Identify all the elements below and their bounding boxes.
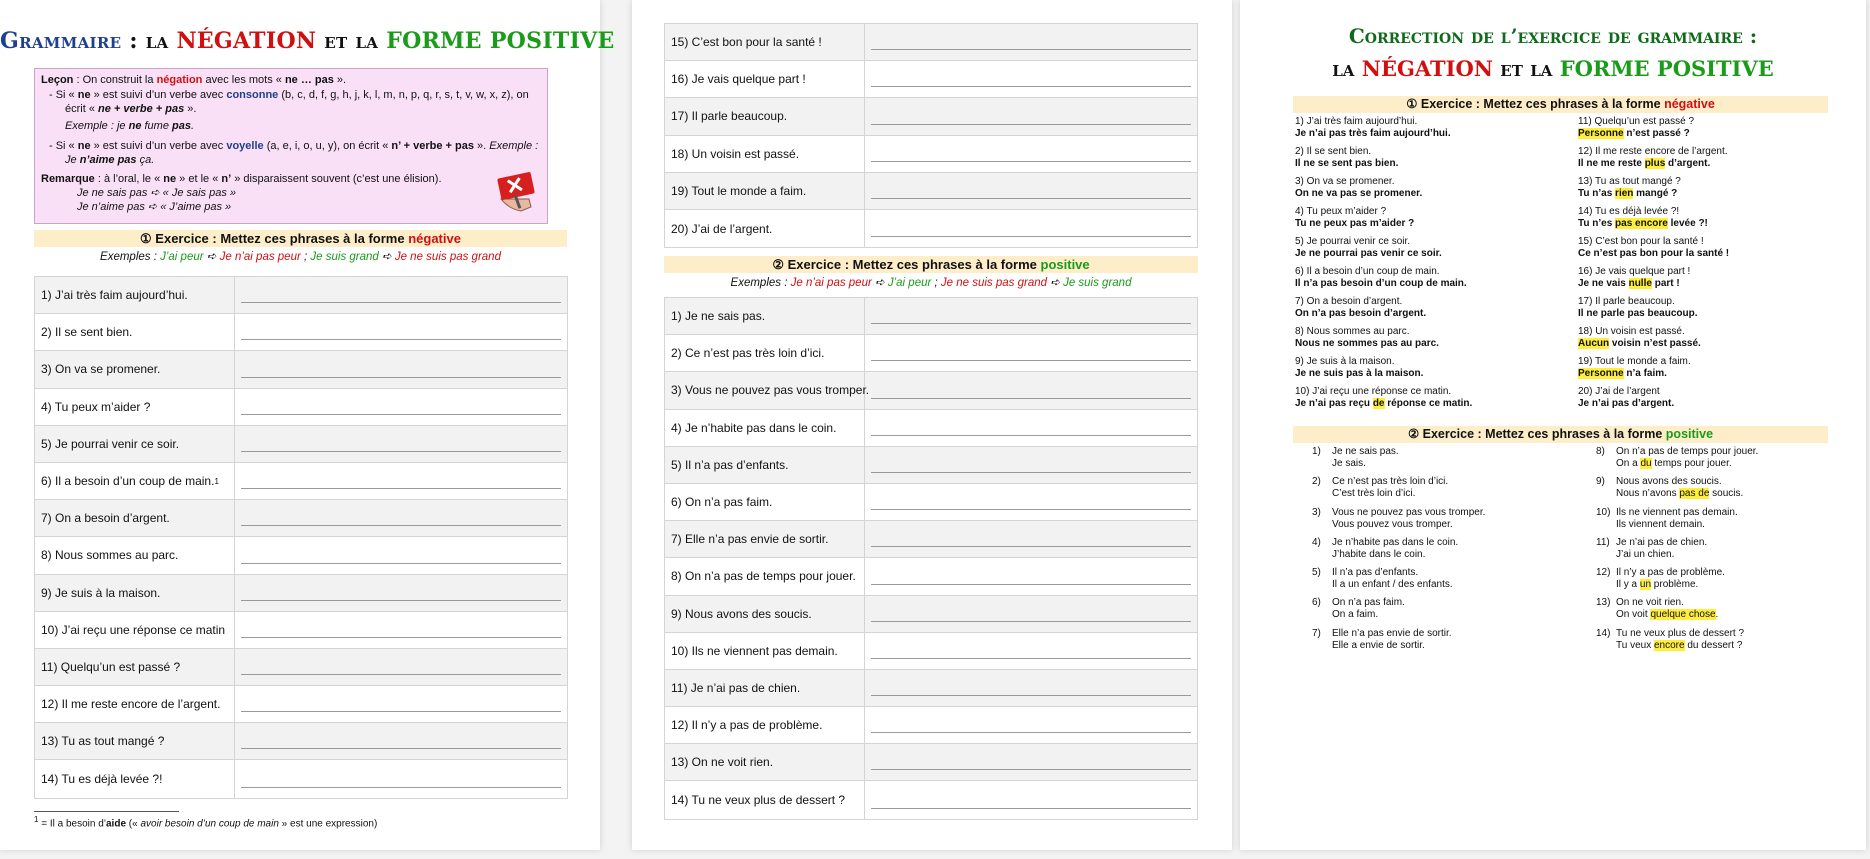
answer-line[interactable] xyxy=(865,558,1197,594)
correction-item xyxy=(1578,326,1828,356)
exercise-row xyxy=(35,537,567,574)
page-title xyxy=(0,28,615,54)
exercise-sentence: 1) Je ne sais pas. xyxy=(665,298,865,334)
correction-number: 8) xyxy=(1596,446,1605,457)
correction-question: 17) Il parle beaucoup. xyxy=(1578,296,1675,307)
exercise-row xyxy=(665,633,1197,670)
correction-question: 12) Il me reste encore de l’argent. xyxy=(1578,146,1728,157)
highlighted-word: quelque chose xyxy=(1650,609,1716,621)
correction-question: 10) J’ai reçu une réponse ce matin. xyxy=(1295,386,1452,397)
exercise-1-header: ① Exercice : Mettez ces phrases à la forme négative xyxy=(34,230,567,247)
correction-answer: Je sais. xyxy=(1332,458,1366,469)
correction-answer: On a faim. xyxy=(1332,609,1379,621)
exercise-sentence: 12) Il me reste encore de l’argent. xyxy=(35,686,235,722)
title-sep: : xyxy=(121,28,146,54)
correction-number: 9) xyxy=(1596,476,1605,488)
highlighted-word: Aucun xyxy=(1578,338,1610,349)
highlighted-word: encore xyxy=(1653,639,1685,651)
exercise-row xyxy=(35,612,567,649)
exercise-row xyxy=(665,596,1197,633)
exercise-sentence: 19) Tout le monde a faim. xyxy=(665,173,865,209)
lesson-example-vowel: Je n’aime pas ça. xyxy=(65,154,155,166)
correction-item xyxy=(1295,266,1555,296)
answer-line[interactable] xyxy=(865,707,1197,743)
exercise-sentence: 7) Elle n’a pas envie de sortir. xyxy=(665,521,865,557)
correction-page xyxy=(1240,0,1866,850)
title-la: la xyxy=(145,28,177,54)
correction-number: 10) xyxy=(1596,506,1611,518)
answer-line[interactable] xyxy=(235,463,567,499)
highlighted-word: plus xyxy=(1644,158,1666,169)
lesson-rule-consonant-line2: écrit « ne + verbe + pas ». xyxy=(65,103,197,115)
highlighted-word: pas de xyxy=(1679,488,1710,500)
lesson-intro: Leçon : On construit la négation avec les mots « ne … pas ». xyxy=(41,74,347,86)
answer-line[interactable] xyxy=(865,372,1197,408)
correction-item xyxy=(1578,386,1828,416)
answer-line[interactable] xyxy=(235,351,567,387)
highlighted-word: du xyxy=(1640,458,1652,469)
correction-exercise-1-header: ① Exercice : Mettez ces phrases à la forme négative xyxy=(1293,96,1828,113)
answer-line[interactable] xyxy=(865,484,1197,520)
worksheet-page-2 xyxy=(632,0,1232,850)
exercise-row xyxy=(35,463,567,500)
exercise-row xyxy=(35,760,567,797)
title-grammaire: Grammaire xyxy=(0,28,122,54)
correction-question: 9) Je suis à la maison. xyxy=(1295,356,1395,367)
exercise-row xyxy=(35,314,567,351)
correction-answer: Je ne vais nulle part ! xyxy=(1578,278,1680,289)
exercise-row xyxy=(665,298,1197,335)
exercise-row xyxy=(665,670,1197,707)
correction-question: Il n’y a pas de problème. xyxy=(1616,567,1725,579)
correction-answer: On a du temps pour jouer. xyxy=(1616,458,1732,469)
correction-question: On n’a pas de temps pour jouer. xyxy=(1616,446,1759,457)
exercise-sentence: 2) Il se sent bien. xyxy=(35,314,235,350)
exercise-row xyxy=(35,575,567,612)
correction-question: 11) Quelqu’un est passé ? xyxy=(1578,116,1695,127)
answer-line[interactable] xyxy=(865,410,1197,446)
correction-answer: Aucun voisin n’est passé. xyxy=(1578,338,1701,349)
correction-question: 6) Il a besoin d’un coup de main. xyxy=(1295,266,1440,277)
correction-number: 11) xyxy=(1596,536,1610,548)
correction-answer: On voit quelque chose. xyxy=(1616,609,1719,621)
exercise-row xyxy=(665,136,1197,173)
correction-question: Je ne sais pas. xyxy=(1332,446,1399,457)
correction-answer: Il ne se sent pas bien. xyxy=(1295,158,1399,169)
exercise-1-examples: Exemples : J’ai peur ➪ Je n’ai pas peur ; Je suis grand ➪ Je ne suis pas grand xyxy=(100,251,501,263)
correction-question: 19) Tout le monde a faim. xyxy=(1578,356,1691,367)
exercise-sentence: 1) J’ai très faim aujourd’hui. xyxy=(35,277,235,313)
answer-line[interactable] xyxy=(865,335,1197,371)
exercise-1-table-continued xyxy=(664,23,1198,248)
highlighted-word: rien xyxy=(1615,188,1634,199)
lesson-rule-vowel: - Si « ne » est suivi d’un verbe avec voyelle (a, e, i, o, u, y), on écrit « n’ + verbe + pas ». Exemple : xyxy=(49,140,539,152)
correction-answer: Je ne pourrai pas venir ce soir. xyxy=(1295,248,1442,259)
correction-answer: Vous pouvez vous tromper. xyxy=(1332,518,1453,530)
correction-number: 2) xyxy=(1312,476,1321,488)
correction-answer: Nous n’avons pas de soucis. xyxy=(1616,488,1744,500)
correction-question: 18) Un voisin est passé. xyxy=(1578,326,1685,337)
correction-item xyxy=(1312,476,1572,506)
exercise-row xyxy=(665,744,1197,781)
correction-number: 5) xyxy=(1312,567,1321,579)
correction-item xyxy=(1596,446,1846,476)
correction-number: 12) xyxy=(1596,567,1611,579)
exercise-sentence: 13) On ne voit rien. xyxy=(665,744,865,780)
correction-answer: Je n’ai pas reçu de réponse ce matin. xyxy=(1295,398,1473,409)
exercise-sentence: 7) On a besoin d’argent. xyxy=(35,500,235,536)
exercise-sentence: 20) J’ai de l’argent. xyxy=(665,210,865,247)
correction-item xyxy=(1578,146,1828,176)
correction-question: 14) Tu es déjà levée ?! xyxy=(1578,206,1680,217)
exercise-sentence: 9) Nous avons des soucis. xyxy=(665,596,865,632)
correction-answer: Tu veux encore du dessert ? xyxy=(1616,639,1743,651)
correction-number: 14) xyxy=(1596,627,1611,639)
exercise-sentence: 4) Je n’habite pas dans le coin. xyxy=(665,410,865,446)
answer-line[interactable] xyxy=(865,447,1197,483)
exercise-sentence: 10) J’ai reçu une réponse ce matin xyxy=(35,612,235,648)
exercise-sentence: 3) Vous ne pouvez pas vous tromper. xyxy=(665,372,865,408)
exercise-sentence: 16) Je vais quelque part ! xyxy=(665,61,865,97)
exercise-row xyxy=(665,173,1197,210)
answer-line[interactable] xyxy=(865,521,1197,557)
correction-number: 7) xyxy=(1312,627,1321,639)
correction-item xyxy=(1312,628,1572,658)
exercise-row xyxy=(35,686,567,723)
exercise-row xyxy=(35,426,567,463)
correction-item xyxy=(1295,356,1555,386)
correction-item xyxy=(1312,446,1572,476)
correction-answer: Je ne suis pas à la maison. xyxy=(1295,368,1424,379)
correction-item xyxy=(1596,537,1846,567)
correction-question: 4) Tu peux m’aider ? xyxy=(1295,206,1387,217)
correction-2-right-column xyxy=(1596,446,1846,658)
answer-line[interactable] xyxy=(235,389,567,425)
correction-question: Il n’a pas d’enfants. xyxy=(1332,567,1419,579)
answer-line[interactable] xyxy=(235,426,567,462)
exercise-row xyxy=(35,723,567,760)
correction-question: Je n’habite pas dans le coin. xyxy=(1332,536,1459,548)
correction-question: Vous ne pouvez pas vous tromper. xyxy=(1332,506,1486,518)
answer-line[interactable] xyxy=(865,136,1197,172)
exercise-sentence: 14) Tu ne veux plus de dessert ? xyxy=(665,781,865,818)
correction-item xyxy=(1295,146,1555,176)
correction-answer: J’habite dans le coin. xyxy=(1332,548,1426,560)
highlighted-word: un xyxy=(1639,579,1652,591)
highlighted-word: Personne xyxy=(1578,368,1624,379)
correction-answer: Elle a envie de sortir. xyxy=(1332,639,1425,651)
exercise-row xyxy=(665,410,1197,447)
exercise-row xyxy=(665,558,1197,595)
correction-item xyxy=(1312,507,1572,537)
correction-item xyxy=(1295,116,1555,146)
answer-line[interactable] xyxy=(865,744,1197,780)
correction-item xyxy=(1578,266,1828,296)
answer-line[interactable] xyxy=(865,98,1197,134)
exercise-sentence: 14) Tu es déjà levée ?! xyxy=(35,760,235,797)
correction-number: 13) xyxy=(1596,597,1611,609)
correction-item xyxy=(1578,206,1828,236)
correction-answer: Je n’ai pas très faim aujourd’hui. xyxy=(1295,128,1451,139)
correction-answer: Je n’ai pas d’argent. xyxy=(1578,398,1675,409)
highlighted-word: Personne xyxy=(1578,128,1624,139)
correction-item xyxy=(1596,567,1846,597)
exercise-row xyxy=(665,781,1197,818)
correction-item xyxy=(1295,176,1555,206)
exercise-row xyxy=(35,277,567,314)
exercise-2-header: ② Exercice : Mettez ces phrases à la forme positive xyxy=(664,256,1198,273)
correction-question: Nous avons des soucis. xyxy=(1616,476,1722,488)
correction-answer: Il a un enfant / des enfants. xyxy=(1332,579,1453,591)
lesson-remark: Remarque : à l’oral, le « ne » et le « n’ » disparaissent souvent (c’est une élision). xyxy=(41,173,442,185)
correction-answer: Il ne me reste plus d’argent. xyxy=(1578,158,1711,169)
answer-line[interactable] xyxy=(865,61,1197,97)
correction-item xyxy=(1295,326,1555,356)
correction-number: 6) xyxy=(1312,597,1321,609)
exercise-sentence: 6) Il a besoin d’un coup de main. 1 xyxy=(35,463,235,499)
correction-title-line2: la NÉGATION et la FORME POSITIVE xyxy=(1332,56,1774,81)
correction-item xyxy=(1295,206,1555,236)
correction-question: 8) Nous sommes au parc. xyxy=(1295,326,1410,337)
correction-question: Ils ne viennent pas demain. xyxy=(1616,506,1738,518)
correction-question: 15) C’est bon pour la santé ! xyxy=(1578,236,1704,247)
exercise-row xyxy=(35,649,567,686)
exercise-sentence: 15) C’est bon pour la santé ! xyxy=(665,24,865,60)
lesson-example-consonant: Exemple : je ne fume pas. xyxy=(65,120,195,132)
exercise-sentence: 9) Je suis à la maison. xyxy=(35,575,235,611)
title-forme-positive: FORME POSITIVE xyxy=(386,28,615,54)
correction-question: 7) On a besoin d’argent. xyxy=(1295,296,1403,307)
footnote-rule xyxy=(34,811,179,812)
correction-answer: Personne n’est passé ? xyxy=(1578,128,1690,139)
correction-item xyxy=(1578,356,1828,386)
exercise-sentence: 11) Je n’ai pas de chien. xyxy=(665,670,865,706)
correction-question: 2) Il se sent bien. xyxy=(1295,146,1372,157)
highlighted-word: nulle xyxy=(1628,278,1652,289)
correction-1-left-column xyxy=(1295,116,1555,416)
lesson-remark-example-2: Je n’aime pas ➪ « J’aime pas » xyxy=(77,201,232,213)
exercise-sentence: 6) On n’a pas faim. xyxy=(665,484,865,520)
answer-line[interactable] xyxy=(865,24,1197,60)
correction-2-left-column xyxy=(1312,446,1572,658)
correction-question: 13) Tu as tout mangé ? xyxy=(1578,176,1681,187)
correction-question: Ce n’est pas très loin d’ici. xyxy=(1332,476,1449,488)
answer-line[interactable] xyxy=(235,537,567,573)
correction-question: On ne voit rien. xyxy=(1616,597,1684,609)
correction-answer: Il ne parle pas beaucoup. xyxy=(1578,308,1698,319)
title-negation: NÉGATION xyxy=(176,28,317,54)
exercise-row xyxy=(665,98,1197,135)
correction-question: 16) Je vais quelque part ! xyxy=(1578,266,1691,277)
exercise-2-table xyxy=(664,297,1198,820)
correction-answer: Personne n’a faim. xyxy=(1578,368,1667,379)
correction-item xyxy=(1312,537,1572,567)
answer-line[interactable] xyxy=(865,670,1197,706)
exercise-row xyxy=(35,500,567,537)
correction-1-right-column xyxy=(1578,116,1828,416)
correction-question: 20) J’ai de l’argent xyxy=(1578,386,1660,397)
correction-item xyxy=(1596,476,1846,506)
exercise-sentence: 11) Quelqu’un est passé ? xyxy=(35,649,235,685)
answer-line[interactable] xyxy=(865,781,1197,818)
correction-answer: Tu n’as rien mangé ? xyxy=(1578,188,1678,199)
correction-answer: Nous ne sommes pas au parc. xyxy=(1295,338,1439,349)
exercise-sentence: 8) On n’a pas de temps pour jouer. xyxy=(665,558,865,594)
correction-item xyxy=(1312,567,1572,597)
worksheet-page-1 xyxy=(0,0,615,850)
answer-line[interactable] xyxy=(235,686,567,722)
exercise-row xyxy=(665,210,1197,247)
correction-question: 1) J’ai très faim aujourd’hui. xyxy=(1295,116,1418,127)
exercise-row xyxy=(665,335,1197,372)
correction-item xyxy=(1578,116,1828,146)
correction-number: 3) xyxy=(1312,506,1321,518)
exercise-row xyxy=(35,351,567,388)
correction-question: On n’a pas faim. xyxy=(1332,597,1405,609)
highlighted-word: de xyxy=(1372,398,1385,409)
correction-item xyxy=(1295,296,1555,326)
correction-item xyxy=(1596,597,1846,627)
exercise-row xyxy=(665,61,1197,98)
lesson-remark-example-1: Je ne sais pas ➪ « Je sais pas » xyxy=(77,187,237,199)
exercise-sentence: 4) Tu peux m’aider ? xyxy=(35,389,235,425)
answer-line[interactable] xyxy=(235,760,567,797)
exercise-sentence: 10) Ils ne viennent pas demain. xyxy=(665,633,865,669)
correction-title-line1: Correction de l’exercice de grammaire : xyxy=(1348,24,1758,48)
exercise-sentence: 13) Tu as tout mangé ? xyxy=(35,723,235,759)
exercise-sentence: 5) Je pourrai venir ce soir. xyxy=(35,426,235,462)
footnote-marker: 1 xyxy=(214,476,219,486)
correction-answer: Ils viennent demain. xyxy=(1616,518,1705,530)
no-sign-hand-icon xyxy=(495,169,541,215)
answer-line[interactable] xyxy=(865,173,1197,209)
lesson-rule-consonant: - Si « ne » est suivi d’un verbe avec consonne (b, c, d, f, g, h, j, k, l, m, n, p, q, r, s, t, v, w, x, z), on xyxy=(49,89,529,101)
correction-answer: On ne va pas se promener. xyxy=(1295,188,1423,199)
correction-question: 5) Je pourrai venir ce soir. xyxy=(1295,236,1411,247)
correction-question: Elle n’a pas envie de sortir. xyxy=(1332,627,1452,639)
correction-number: 1) xyxy=(1312,446,1321,457)
correction-item xyxy=(1295,386,1555,416)
correction-item xyxy=(1596,507,1846,537)
exercise-row xyxy=(665,372,1197,409)
highlighted-word: pas encore xyxy=(1615,218,1668,229)
answer-line[interactable] xyxy=(235,500,567,536)
exercise-row xyxy=(665,24,1197,61)
answer-line[interactable] xyxy=(235,649,567,685)
correction-answer: C’est très loin d’ici. xyxy=(1332,488,1416,500)
correction-item xyxy=(1596,628,1846,658)
answer-line[interactable] xyxy=(865,633,1197,669)
exercise-row xyxy=(665,707,1197,744)
exercise-row xyxy=(35,389,567,426)
exercise-sentence: 2) Ce n’est pas très loin d’ici. xyxy=(665,335,865,371)
correction-question: 3) On va se promener. xyxy=(1295,176,1395,187)
correction-item xyxy=(1312,597,1572,627)
exercise-sentence: 8) Nous sommes au parc. xyxy=(35,537,235,573)
correction-exercise-2-header: ② Exercice : Mettez ces phrases à la forme positive xyxy=(1293,426,1828,443)
footnote: $^1$ = Il a besoin d’aide (« avoir besoin d’un coup de main » est une expression) xyxy=(34,815,378,830)
answer-line[interactable] xyxy=(235,723,567,759)
title-et-la: et la xyxy=(316,28,387,54)
correction-answer: J’ai un chien. xyxy=(1616,548,1675,560)
exercise-sentence: 5) Il n’a pas d’enfants. xyxy=(665,447,865,483)
correction-item xyxy=(1578,236,1828,266)
correction-answer: Il y a un problème. xyxy=(1616,579,1699,591)
answer-line[interactable] xyxy=(235,277,567,313)
exercise-row xyxy=(665,447,1197,484)
exercise-sentence: 17) Il parle beaucoup. xyxy=(665,98,865,134)
exercise-1-table xyxy=(34,276,568,799)
correction-question: Je n’ai pas de chien. xyxy=(1616,536,1708,548)
correction-answer: Tu n’es pas encore levée ?! xyxy=(1578,218,1708,229)
answer-line[interactable] xyxy=(235,575,567,611)
exercise-sentence: 18) Un voisin est passé. xyxy=(665,136,865,172)
exercise-sentence: 12) Il n’y a pas de problème. xyxy=(665,707,865,743)
answer-line[interactable] xyxy=(865,298,1197,334)
answer-line[interactable] xyxy=(235,612,567,648)
exercise-2-examples: Exemples : Je n’ai pas peur ➪ J’ai peur ; Je ne suis pas grand ➪ Je suis grand xyxy=(730,277,1132,289)
correction-item xyxy=(1578,296,1828,326)
exercise-sentence: 3) On va se promener. xyxy=(35,351,235,387)
exercise-row xyxy=(665,521,1197,558)
correction-question: Tu ne veux plus de dessert ? xyxy=(1616,627,1745,639)
correction-answer: On n’a pas besoin d’argent. xyxy=(1295,308,1427,319)
answer-line[interactable] xyxy=(865,210,1197,247)
answer-line[interactable] xyxy=(235,314,567,350)
correction-answer: Tu ne peux pas m’aider ? xyxy=(1295,218,1415,229)
correction-answer: Il n’a pas besoin d’un coup de main. xyxy=(1295,278,1467,289)
correction-answer: Ce n’est pas bon pour la santé ! xyxy=(1578,248,1730,259)
exercise-row xyxy=(665,484,1197,521)
correction-item xyxy=(1578,176,1828,206)
lesson-box xyxy=(34,68,548,224)
correction-number: 4) xyxy=(1312,536,1321,548)
answer-line[interactable] xyxy=(865,596,1197,632)
correction-item xyxy=(1295,236,1555,266)
